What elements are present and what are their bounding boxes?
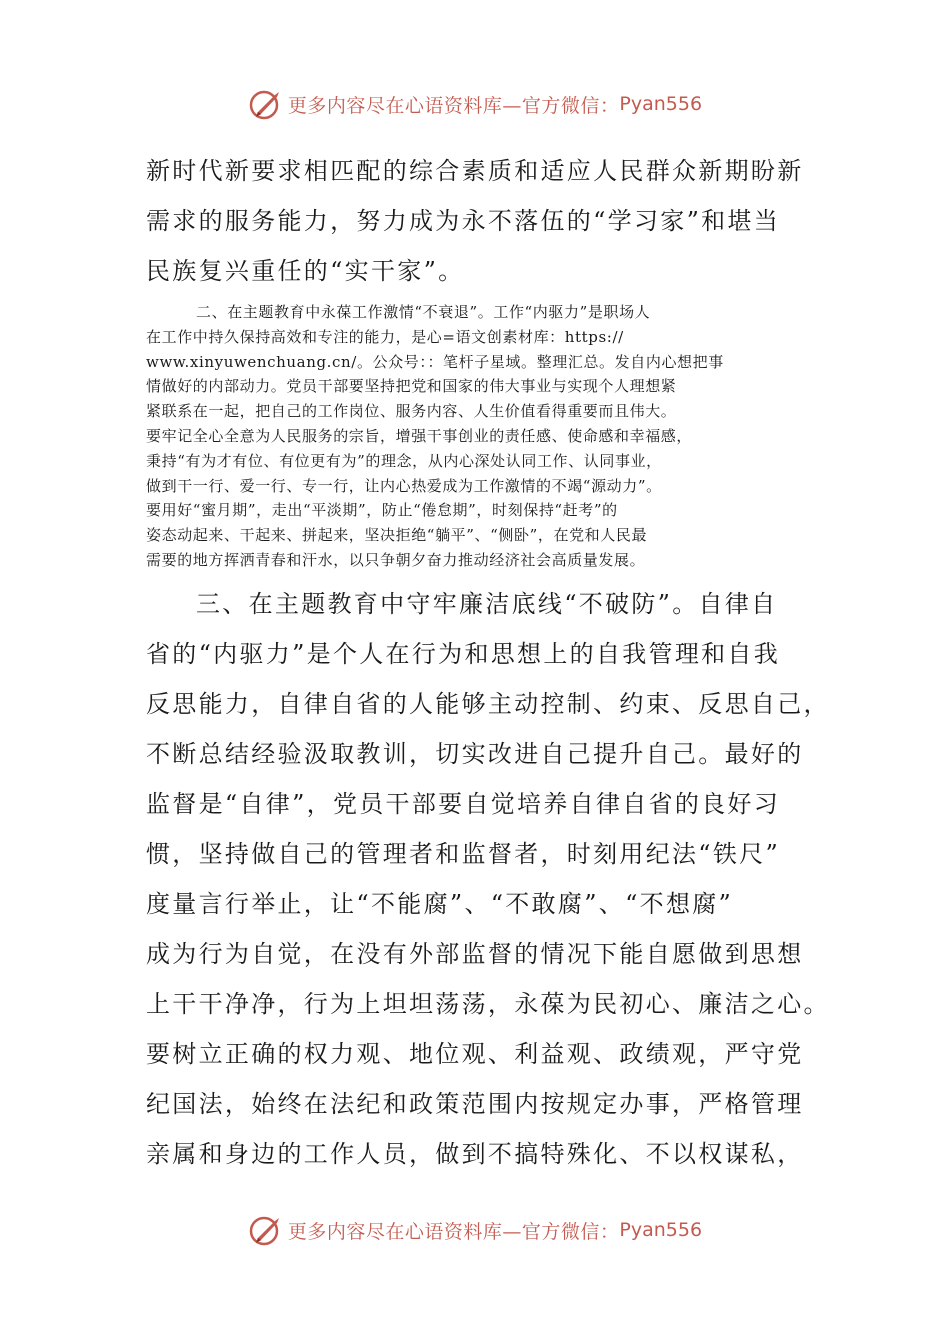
text-line: 做到干一行、爱一行、专一行，让内心热爱成为工作激情的不竭“源动力”。 <box>146 476 662 495</box>
text-line: 要牢记全心全意为人民服务的宗旨，增强干事创业的责任感、使命感和幸福感， <box>146 426 693 445</box>
text-line: 在工作中持久保持高效和专注的能力，是心=语文创素材库：https:// <box>146 327 624 346</box>
paragraph-3 <box>146 579 830 1179</box>
text-line: 亲属和身边的工作人员，做到不搞特殊化、不以权谋私， <box>146 1139 804 1168</box>
header-banner <box>0 84 950 124</box>
banner-wechat-id: Pyan556 <box>619 93 703 115</box>
text-line: 不断总结经验汲取教训，切实改进自己提升自己。最好的 <box>146 739 804 768</box>
text-line: 需求的服务能力，努力成为永不落伍的“学习家”和堪当 <box>146 207 781 235</box>
pen-logo-icon <box>248 1212 284 1248</box>
text-line: 新时代新要求相匹配的综合素质和适应人民群众新期盼新 <box>146 157 804 185</box>
text-line: 二、在主题教育中永葆工作激情“不衰退”。工作“内驱力”是职场人 <box>196 303 651 321</box>
paragraph-1 <box>146 146 814 296</box>
text-line: 纪国法，始终在法纪和政策范围内按规定办事，严格管理 <box>146 1089 804 1118</box>
pen-logo-icon <box>248 86 284 122</box>
banner-wechat-id: Pyan556 <box>619 1219 703 1241</box>
text-line: 需要的地方挥洒青春和汗水，以只争朝夕奋力推动经济社会高质量发展。 <box>146 550 646 569</box>
paragraph-2 <box>146 296 814 579</box>
text-line: 监督是“自律”，党员干部要自觉培养自律自省的良好习 <box>146 789 781 818</box>
text-line: 成为行为自觉，在没有外部监督的情况下能自愿做到思想 <box>146 939 804 968</box>
text-line: 反思能力，自律自省的人能够主动控制、约束、反思自己， <box>146 689 830 718</box>
text-line: 三、在主题教育中守牢廉洁底线“不破防”。自律自 <box>196 589 778 618</box>
text-line: 民族复兴重任的“实干家”。 <box>146 257 465 285</box>
text-line: 紧联系在一起，把自己的工作岗位、服务内容、人生价值看得重要而且伟大。 <box>146 402 677 421</box>
text-line: 省的“内驱力”是个人在行为和思想上的自我管理和自我 <box>146 639 781 668</box>
text-line: 要树立正确的权力观、地位观、利益观、政绩观，严守党 <box>146 1039 804 1068</box>
text-line: 度量言行举止，让“不能腐”、“不敢腐”、“不想腐” <box>146 889 734 918</box>
footer-banner <box>0 1210 950 1250</box>
banner-text: 更多内容尽在心语资料库—官方微信： <box>287 94 620 117</box>
text-line: 情做好的内部动力。党员干部要坚持把党和国家的伟大事业与实现个人理想紧 <box>146 377 677 396</box>
text-line: 要用好“蜜月期”，走出“平淡期”，防止“倦怠期”，时刻保持“赶考”的 <box>146 501 618 520</box>
text-line: 秉持“有为才有位、有位更有为”的理念，从内心深处认同工作、认同事业， <box>146 451 662 470</box>
text-line: 上干干净净，行为上坦坦荡荡，永葆为民初心、廉洁之心。 <box>146 989 830 1018</box>
text-line: 惯，坚持做自己的管理者和监督者，时刻用纪法“铁尺” <box>146 839 781 868</box>
banner-text: 更多内容尽在心语资料库—官方微信： <box>287 1220 620 1243</box>
document-body <box>146 146 830 1179</box>
text-line: 姿态动起来、干起来、拼起来，坚决拒绝“躺平”、“侧卧”，在党和人民最 <box>146 526 648 545</box>
text-line: www.xinyuwenchuang.cn/。公众号：：笔杆子星域。整理汇总。发自内心想把事 <box>146 352 724 371</box>
